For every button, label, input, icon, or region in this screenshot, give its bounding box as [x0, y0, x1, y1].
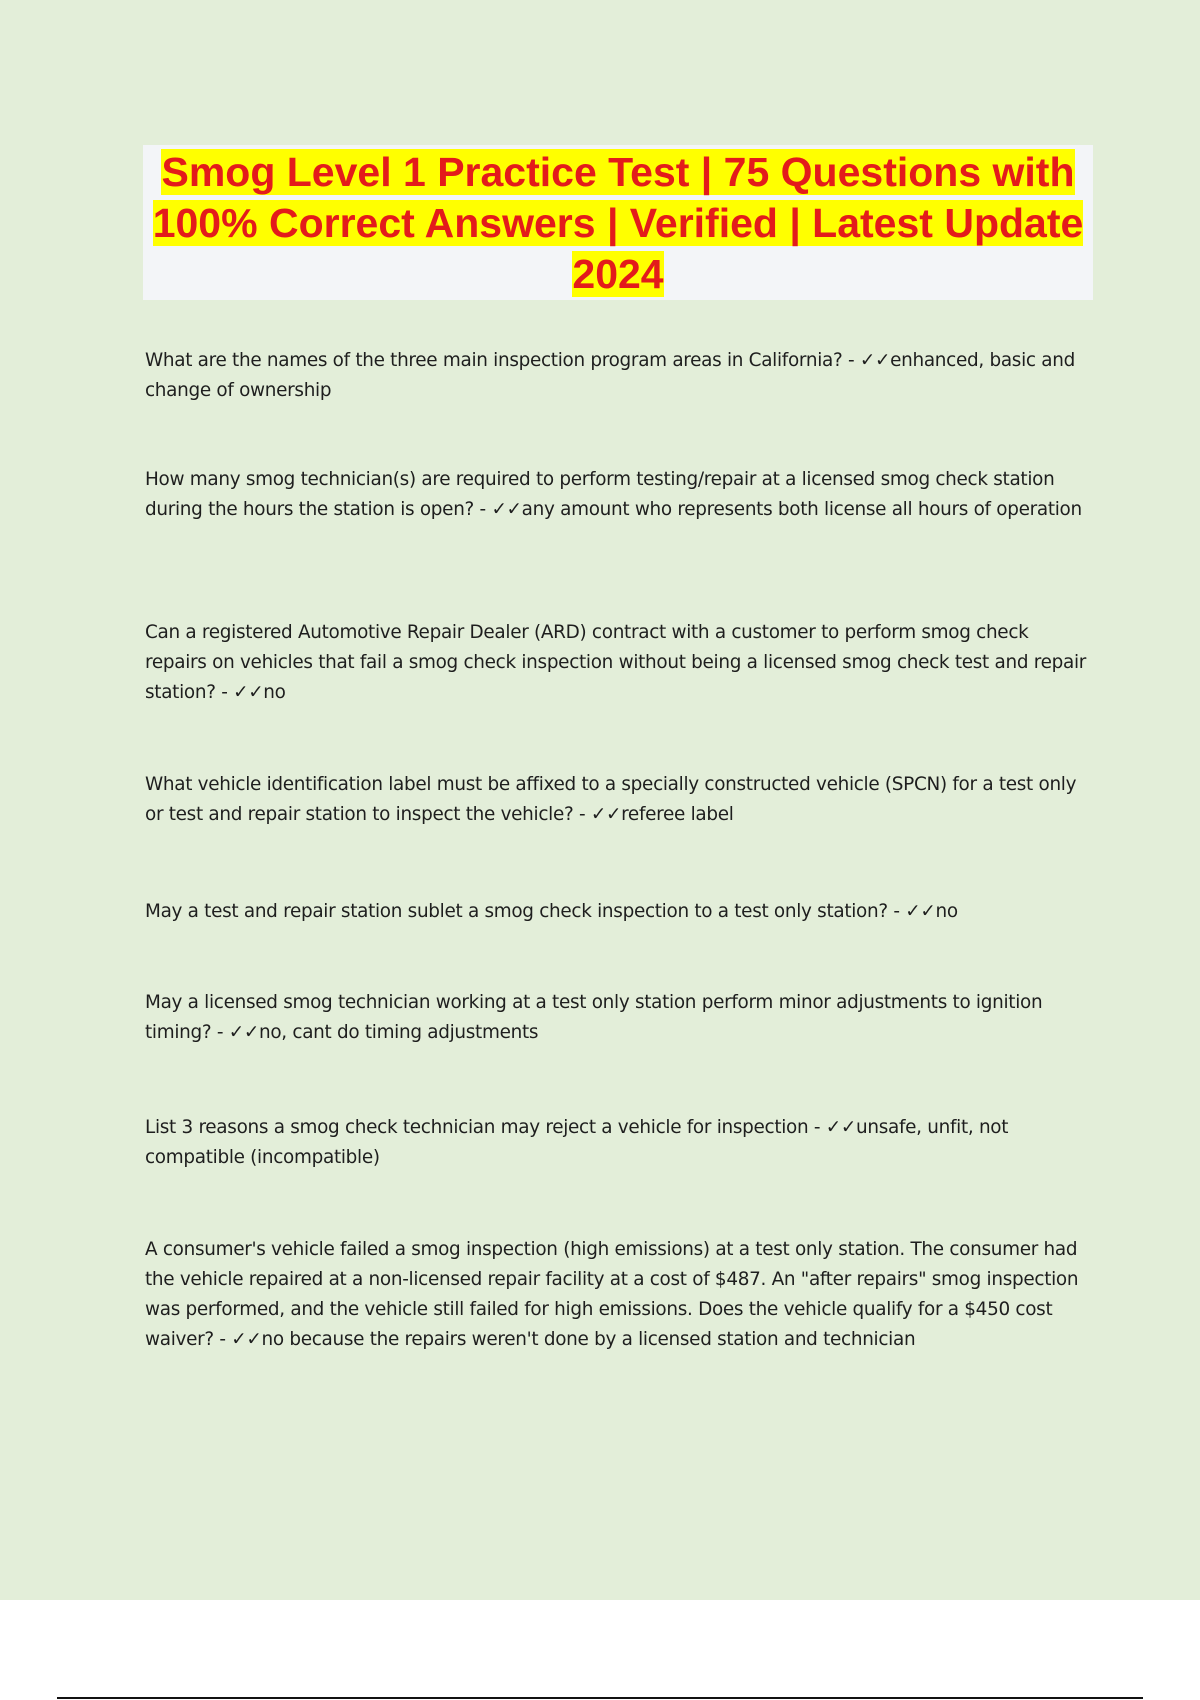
footer-rule — [57, 1697, 1143, 1699]
qa-item-4: What vehicle identification label must be affixed to a specially constructed vehicle (SPCN) for a test only or test and repair station to inspect the vehicle? - ✓✓referee label — [145, 774, 1077, 825]
page-title: Smog Level 1 Practice Test | 75 Questions with 100% Correct Answers | Verified | Latest Update 2024 — [152, 149, 1084, 297]
qa-item-6: May a licensed smog technician working at a test only station perform minor adjustments to ignition timing? - ✓✓no, cant do timing adjustments — [145, 992, 1043, 1043]
qa-item-2: How many smog technician(s) are required to perform testing/repair at a licensed smog check station during the hours the station is open? - ✓✓any amount who represents both license all hours of operation — [145, 469, 1082, 520]
qa-item-3: Can a registered Automotive Repair Dealer (ARD) contract with a customer to perform smog check repairs on vehicles that fail a smog check inspection without being a licensed smog check test and repair station? - ✓✓no — [145, 622, 1087, 703]
title-banner — [143, 145, 1093, 300]
qa-item-7: List 3 reasons a smog check technician may reject a vehicle for inspection - ✓✓unsafe, unfit, not compatible (incompatible) — [145, 1117, 1009, 1168]
qa-item-8: A consumer's vehicle failed a smog inspection (high emissions) at a test only station. The consumer had the vehicle repaired at a non-licensed repair facility at a cost of $487. An "after repairs" smog inspection was performed, and the vehicle still failed for high emissions. Does the vehicle qualify for a $450 cost waiver? - ✓✓no because the repairs weren't done by a licensed station and technician — [145, 1239, 1079, 1350]
qa-item-5: May a test and repair station sublet a smog check inspection to a test only station? - ✓✓no — [145, 901, 958, 922]
qa-item-1: What are the names of the three main inspection program areas in California? - ✓✓enhanced, basic and change of ownership — [145, 350, 1075, 401]
